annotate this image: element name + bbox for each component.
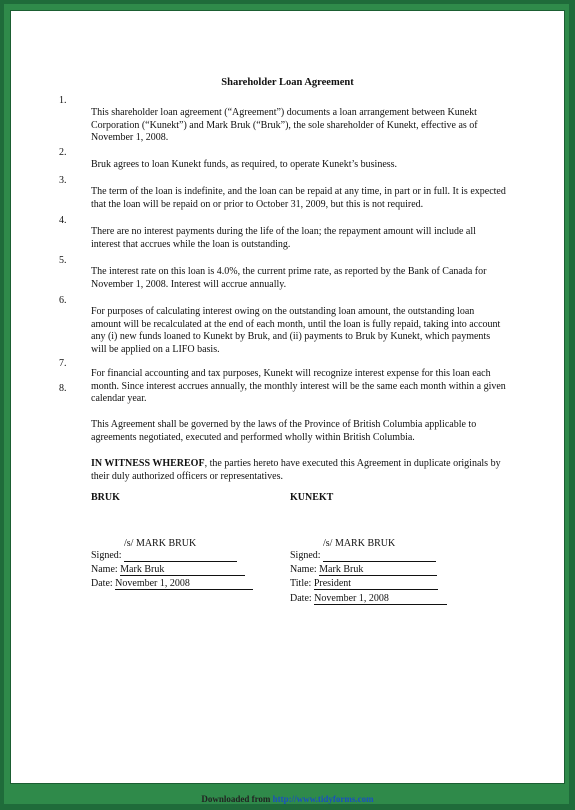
kunekt-name-row (290, 564, 437, 576)
name-value: Mark Bruk (120, 564, 245, 576)
signature-line (124, 550, 237, 562)
name-label: Name: (290, 564, 317, 575)
section-number: 6. (59, 295, 67, 306)
section-text: This shareholder loan agreement (“Agreement”) documents a loan arrangement between Kunekt Corporation (“Kunekt”) and Mark Bruk (“Bruk”), the sole shareholder of Kunekt, effective as of November 1, 2008. (91, 107, 478, 143)
signed-label: Signed: (290, 550, 321, 561)
date-label: Date: (91, 578, 113, 589)
bruk-signed-row (91, 550, 237, 562)
date-label: Date: (290, 593, 312, 604)
section-number: 7. (59, 358, 67, 369)
section-text: This Agreement shall be governed by the laws of the Province of British Columbia applicable to agreements negotiated, executed and performed wholly within British Columbia. (91, 419, 477, 443)
footer-prefix: Downloaded from (201, 794, 273, 804)
kunekt-date-row (290, 593, 447, 605)
name-value: Mark Bruk (319, 564, 437, 576)
signed-label: Signed: (91, 550, 122, 561)
witness-rest: , the parties hereto have executed this Agreement in duplicate originals by their duly authorized officers or representatives. (91, 458, 501, 482)
section-text: There are no interest payments during the life of the loan; the repayment amount will include all interest that accrues while the loan is outstanding. (91, 226, 476, 250)
date-value: November 1, 2008 (115, 578, 253, 590)
witness-clause (91, 458, 506, 483)
name-label: Name: (91, 564, 118, 575)
footer-link[interactable]: http://www.tidyforms.com (272, 794, 374, 804)
download-footer (0, 794, 575, 804)
date-value: November 1, 2008 (314, 593, 447, 605)
section-number: 4. (59, 215, 67, 226)
kunekt-signed-row (290, 550, 436, 562)
bruk-date-row (91, 578, 253, 590)
section-text: The term of the loan is indefinite, and the loan can be repaid at any time, in part or in full. It is expected that the loan will be repaid on or prior to October 31, 2009, but this is not required. (91, 186, 506, 210)
section-text: For financial accounting and tax purposes, Kunekt will recognize interest expense for this loan each month. Since interest accrues annually, the monthly interest will be the same each month within a given calendar year. (91, 368, 506, 404)
signature-line (323, 550, 436, 562)
bruk-signature-text: /s/ MARK BRUK (124, 538, 197, 549)
section-text: Bruk agrees to loan Kunekt funds, as required, to operate Kunekt’s business. (91, 159, 398, 170)
section-text: The interest rate on this loan is 4.0%, the current prime rate, as reported by the Bank of Canada for November 1, 2008. Interest will accrue annually. (91, 266, 487, 290)
document-title: Shareholder Loan Agreement (221, 77, 354, 88)
kunekt-title-row (290, 578, 438, 590)
section-text: For purposes of calculating interest owing on the outstanding loan amount, the outstanding loan amount will be recalculated at the end of each month, until the loan is fully repaid, taking into account any (i) new funds loaned to Kunekt by Bruk, and (ii) payments to Bruk by Kunekt, which payments will be applied on a LIFO basis. (91, 306, 501, 355)
bruk-name-row (91, 564, 245, 576)
witness-bold: IN WITNESS WHEREOF (91, 458, 205, 469)
kunekt-signature-text: /s/ MARK BRUK (323, 538, 396, 549)
document-page (10, 10, 565, 784)
title-label: Title: (290, 578, 312, 589)
title-value: President (314, 578, 438, 590)
section-number: 3. (59, 175, 67, 186)
section-number: 8. (59, 383, 67, 394)
section-number: 5. (59, 255, 67, 266)
section-number: 1. (59, 95, 67, 106)
section-number: 2. (59, 147, 67, 158)
kunekt-heading: KUNEKT (290, 492, 334, 503)
bruk-heading: BRUK (91, 492, 120, 503)
